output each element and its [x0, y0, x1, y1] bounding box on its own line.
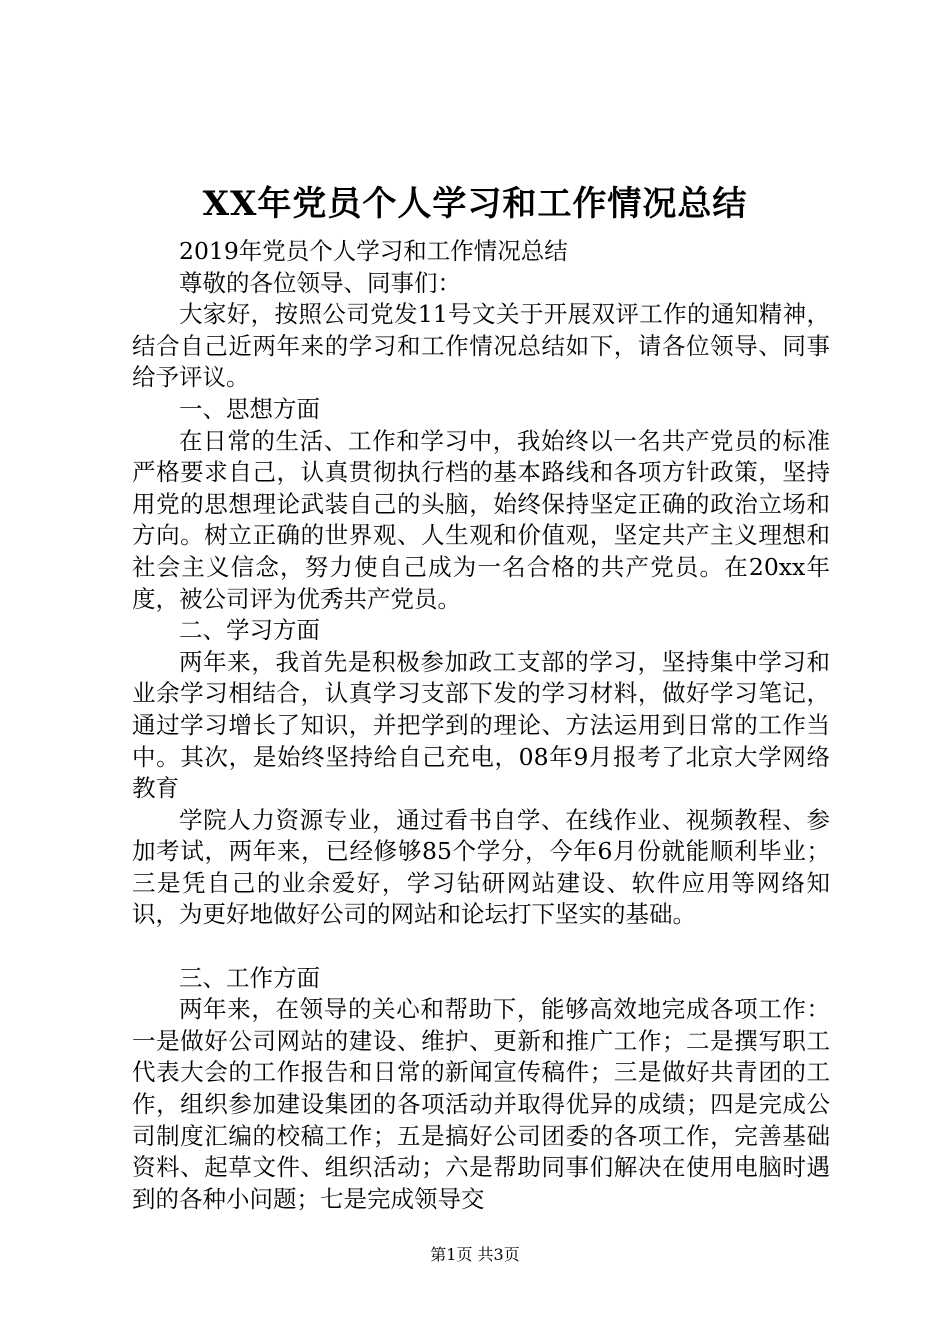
paragraph-thought: 在日常的生活、工作和学习中，我始终以一名共产党员的标准严格要求自己，认真贯彻执行档的基本路线和各项方针政策，坚持用党的思想理论武装自己的头脑，始终保持坚定正确的政治立场和方向。树立正确的世界观、人生观和价值观，坚定共产主义理想和社会主义信念，努力使自己成为一名合格的共产党员。在20xx年度，被公司评为优秀共产党员。 [132, 426, 830, 613]
document-body [132, 236, 830, 1215]
paragraph-intro: 大家好，按照公司党发11号文关于开展双评工作的通知精神，结合自己近两年来的学习和工作情况总结如下，请各位领导、同事给予评议。 [132, 300, 830, 392]
paragraph-work: 两年来，在领导的关心和帮助下，能够高效地完成各项工作：一是做好公司网站的建设、维护、更新和推广工作；二是撰写职工代表大会的工作报告和日常的新闻宣传稿件；三是做好共青团的工作，组织参加建设集团的各项活动并取得优异的成绩；四是完成公司制度汇编的校稿工作；五是搞好公司团委的各项工作，完善基础资料、起草文件、组织活动；六是帮助同事们解决在使用电脑时遇到的各种小问题；七是完成领导交 [132, 995, 830, 1213]
section-heading-work: 三、工作方面 [179, 963, 320, 992]
section-heading-thought: 一、思想方面 [179, 394, 320, 423]
paragraph-study-1: 两年来，我首先是积极参加政工支部的学习，坚持集中学习和业余学习相结合，认真学习支部下发的学习材料，做好学习笔记，通过学习增长了知识，并把学到的理论、方法运用到日常的工作当中。其次，是始终坚持给自己充电，08年9月报考了北京大学网络教育 [132, 647, 830, 803]
paragraph-subtitle: 2019年党员个人学习和工作情况总结 [179, 237, 568, 265]
paragraph-greeting: 尊敬的各位领导、同事们： [179, 268, 461, 297]
paragraph-study-2: 学院人力资源专业，通过看书自学、在线作业、视频教程、参加考试，两年来，已经修够85个学分，今年6月份就能顺利毕业；三是凭自己的业余爱好，学习钻研网站建设、软件应用等网络知识，为更好地做好公司的网站和论坛打下坚实的基础。 [132, 805, 830, 929]
document-title: XX年党员个人学习和工作情况总结 [202, 184, 748, 224]
section-heading-study: 二、学习方面 [179, 616, 320, 645]
page-footer: 第1页 共3页 [430, 1245, 520, 1264]
